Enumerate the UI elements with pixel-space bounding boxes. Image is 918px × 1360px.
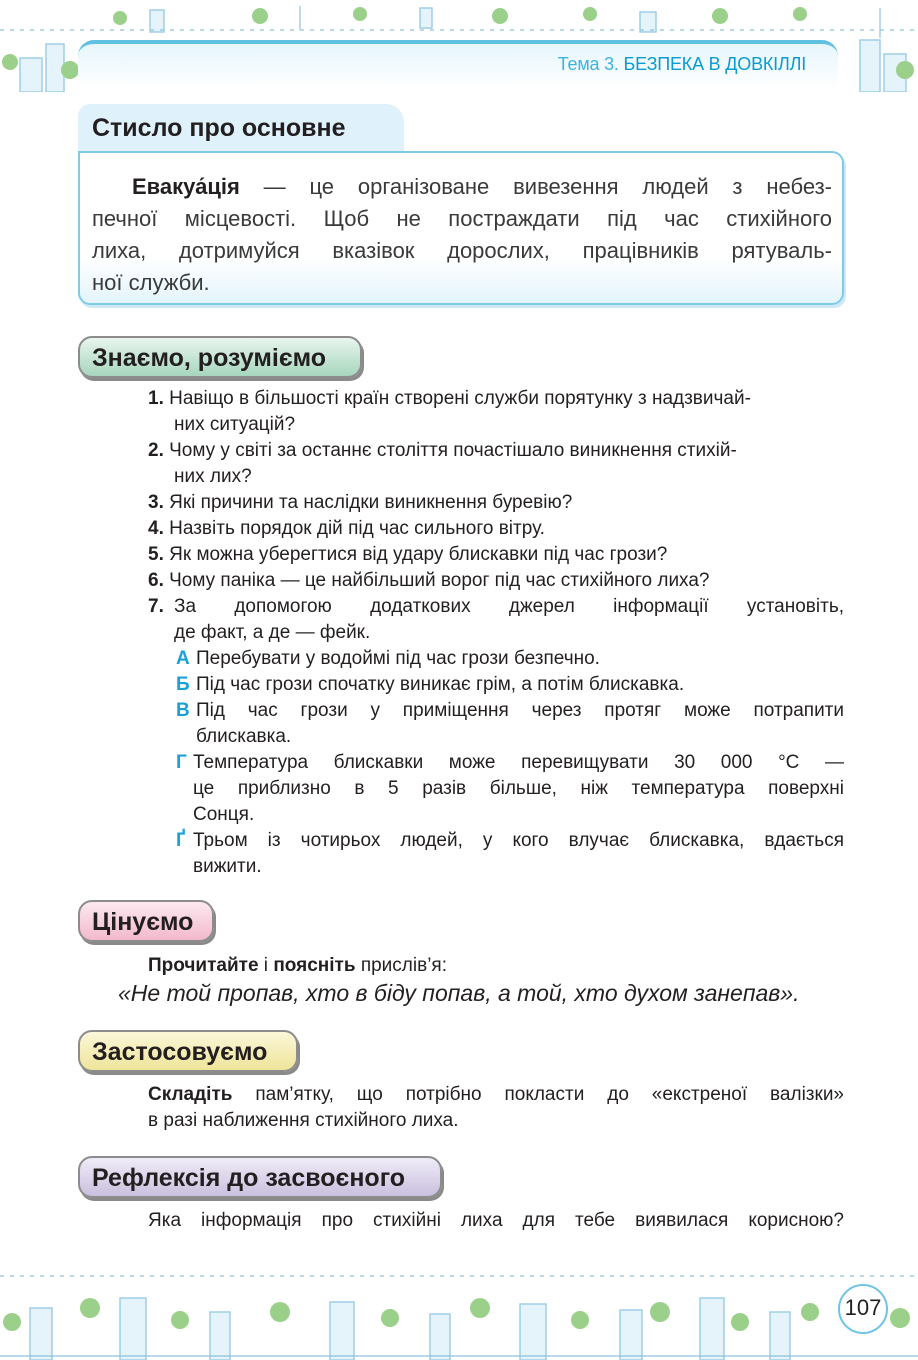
question-number: 6. — [148, 570, 164, 591]
question-6 — [148, 568, 709, 594]
question-7: За допомогою додаткових джерел інформації установіть, — [174, 596, 844, 617]
question-text: Назвіть порядок дій під час сильного вітру. — [169, 518, 545, 539]
summary-line-3: лиха, дотримуйся вказівок дорослих, працівників рятуваль- — [92, 238, 832, 263]
question-5 — [148, 542, 667, 568]
statement-a: Перебувати у водоймі під час грози безпечно. — [196, 648, 600, 669]
question-number: 3. — [148, 492, 164, 513]
statement-letter-g: Ґ — [176, 830, 186, 851]
topic-header — [558, 54, 806, 75]
summary-line-4: ної служби. — [92, 270, 210, 295]
question-text: Чому у світі за останнє століття почастішало виникнення стихій- — [169, 440, 737, 461]
summary-term: Евакуа́ція — [132, 174, 240, 199]
question-number: 2. — [148, 440, 164, 461]
question-text: Які причини та наслідки виникнення буревію? — [169, 492, 573, 513]
summary-text — [92, 171, 832, 299]
summary-line-2: печної місцевості. Щоб не постраждати під час стихійного — [92, 206, 832, 231]
question-2 — [148, 438, 737, 464]
section-title-apply: Застосовуємо — [78, 1030, 298, 1072]
statement-h-cont-2: Сонця. — [193, 804, 255, 825]
statement-letter-a: А — [176, 648, 190, 669]
instruction-verb-explain: поясніть — [273, 955, 356, 976]
question-number: 1. — [148, 388, 164, 409]
question-number: 7. — [148, 596, 164, 617]
statement-g: Трьом із чотирьох людей, у кого влучає блискавка, вдається — [193, 830, 844, 851]
section-title-value: Цінуємо — [78, 900, 214, 942]
instruction-verb-read: Прочитайте — [148, 955, 259, 976]
apply-line-1 — [148, 1082, 844, 1108]
statement-letter-h: Г — [176, 752, 187, 773]
city-decoration-bottom — [0, 1268, 918, 1360]
question-3 — [148, 490, 572, 516]
statement-letter-v: В — [176, 700, 190, 721]
question-7-cont: де факт, а де — фейк. — [174, 622, 371, 643]
summary-title: Стисло про основне — [92, 114, 346, 142]
topic-prefix: Тема 3. — [557, 54, 619, 74]
question-text: Чому паніка — це найбільший ворог під час стихійного лиха? — [169, 570, 710, 591]
question-1 — [148, 386, 751, 412]
apply-verb: Складіть — [148, 1084, 233, 1105]
question-7-number — [148, 594, 164, 620]
statement-v-cont: блискавка. — [196, 726, 292, 747]
apply-text: пам’ятку, що потрібно покласти до «екстреної валізки» — [232, 1084, 844, 1105]
statement-h: Температура блискавки може перевищувати 30 000 °С — — [193, 752, 844, 773]
question-2-cont: них лих? — [174, 466, 252, 487]
statement-b: Під час грози спочатку виникає грім, а потім блискавка. — [196, 674, 685, 695]
value-instruction — [148, 953, 447, 979]
page-number: 107 — [844, 1295, 882, 1320]
question-4 — [148, 516, 545, 542]
apply-line-2: в разі наближення стихійного лиха. — [148, 1110, 459, 1131]
question-1-cont: них ситуацій? — [174, 414, 296, 435]
statement-v: Під час грози у приміщення через протяг може потрапити — [196, 700, 844, 721]
question-number: 4. — [148, 518, 164, 539]
summary-line-1: — це організоване вивезення людей з небез- — [239, 174, 832, 199]
topic-title: БЕЗПЕКА В ДОВКІЛЛІ — [623, 54, 806, 74]
instruction-and: і — [258, 955, 274, 976]
section-title-reflection: Рефлексія до засвоєного — [78, 1156, 442, 1198]
question-text: Як можна уберегтися від удару блискавки під час грози? — [169, 544, 668, 565]
statement-h-cont-1: це приблизно в 5 разів більше, ніж температура поверхні — [193, 778, 844, 799]
statement-letter-b: Б — [176, 674, 190, 695]
reflection-question: Яка інформація про стихійні лиха для тебе виявилася корисною? — [148, 1210, 844, 1231]
question-text: Навіщо в більшості країн створені служби порятунку з надзвичай- — [169, 388, 751, 409]
proverb: «Не той пропав, хто в біду попав, а той, хто духом занепав». — [118, 980, 800, 1006]
statement-g-cont: вижити. — [193, 856, 262, 877]
instruction-rest: прислів’я: — [355, 955, 447, 976]
section-title-know: Знаємо, розуміємо — [78, 336, 362, 378]
question-number: 5. — [148, 544, 164, 565]
